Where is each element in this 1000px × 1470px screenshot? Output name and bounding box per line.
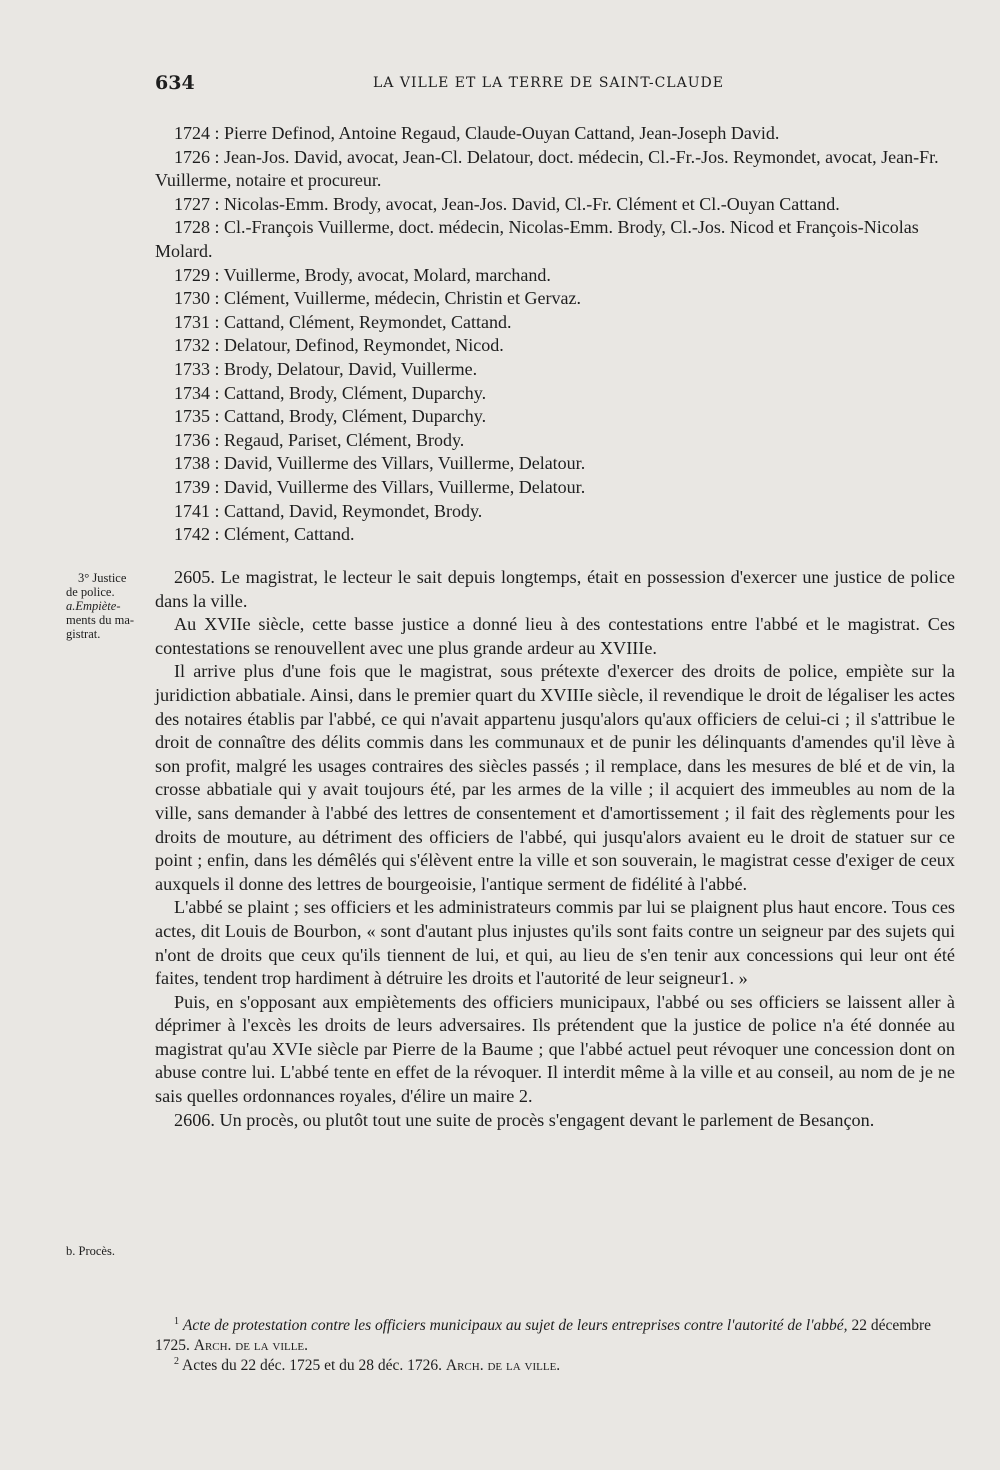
paragraph: Au XVIIe siècle, cette basse justice a donné lieu à des contestations entre l'abbé et le magistrat. Ces contestations se renouvellent avec une plus grande ardeur au XVIIIe. — [155, 614, 955, 658]
list-entry: 1736 : Regaud, Pariset, Clément, Brody. — [174, 429, 465, 450]
margin-note-line: a.Empiète- — [66, 599, 121, 613]
list-entry: 1732 : Delatour, Definod, Reymondet, Nicod. — [174, 335, 504, 356]
list-entry: 1729 : Vuillerme, Brody, avocat, Molard, marchand. — [174, 264, 551, 285]
list-entry: 1742 : Clément, Cattand. — [174, 524, 355, 545]
margin-note-justice — [66, 571, 152, 641]
footnote-title: Acte de protestation contre les officiers municipaux au sujet de leurs entreprises contre l'autorité de l'abbé, — [182, 1317, 848, 1334]
page-header — [155, 72, 955, 96]
paragraph: Puis, en s'opposant aux empiètements des officiers municipaux, l'abbé ou ses officiers se laissent aller à déprimer à l'excès les droits de leurs adversaires. Ils prétendent que la justice de police n'a été donnée au magistrat qu'au XVIe siècle par Pierre de la Baume ; que l'abbé actuel peut révoquer une concession dont on abuse contre lui. L'abbé tente en effet de la révoquer. Il interdit même à la ville et au conseil, au nom de je ne sais quelles ordonnances royales, d'élire un maire 2. — [155, 991, 955, 1107]
list-entry: 1724 : Pierre Definod, Antoine Regaud, Claude-Ouyan Cattand, Jean-Joseph David. — [174, 123, 780, 143]
margin-note-proces: b. Procès. — [66, 1244, 115, 1258]
footnote-marker: 2 — [174, 1356, 179, 1367]
footnote-source: Arch. de la ville. — [193, 1337, 309, 1354]
list-entry: 1727 : Nicolas-Emm. Brody, avocat, Jean-Jos. David, Cl.-Fr. Clément et Cl.-Ouyan Cattand. — [174, 193, 840, 214]
footnote-1 — [155, 1316, 955, 1356]
paragraph: L'abbé se plaint ; ses officiers et les administrateurs commis par lui se plaignent plus haut encore. Tous ces actes, dit Louis de Bourbon, « sont d'autant plus injustes qu'ils sont faits contre un seigneur par des sujets qui n'ont de droits que ceux qu'ils tiennent de lui, et qui, au lieu de s'en tenir aux concessions qui leur ont été faites, tendent trop hardiment à détruire les droits et l'autorité de leur seigneur1. » — [155, 897, 955, 989]
list-entry: 1726 : Jean-Jos. David, avocat, Jean-Cl. Delatour, doct. médecin, Cl.-Fr.-Jos. Reymondet, avocat, Jean-Fr. Vuillerme, notaire et procureur. — [155, 146, 939, 191]
list-entry: 1735 : Cattand, Brody, Clément, Duparchy. — [174, 406, 487, 427]
list-entry: 1728 : Cl.-François Vuillerme, doct. médecin, Nicolas-Emm. Brody, Cl.-Jos. Nicod et François-Nicolas Molard. — [155, 217, 919, 261]
paragraph: 2605. Le magistrat, le lecteur le sait depuis longtemps, était en possession d'exercer une justice de police dans la ville. — [155, 567, 955, 611]
list-entry: 1730 : Clément, Vuillerme, médecin, Christin et Gervaz. — [174, 288, 581, 309]
body-text — [155, 566, 955, 1132]
list-entry: 1739 : David, Vuillerme des Villars, Vuillerme, Delatour. — [174, 476, 586, 497]
page-number: 634 — [155, 72, 195, 94]
footnote-date: 22 décembre 1725. — [155, 1317, 932, 1354]
footnote-source: Arch. de la ville. — [445, 1357, 561, 1374]
list-entry: 1733 : Brody, Delatour, David, Vuillerme. — [174, 358, 478, 379]
list-entry: 1731 : Cattand, Clément, Reymondet, Cattand. — [174, 311, 512, 332]
margin-note-line: 3° Justice — [78, 571, 127, 585]
list-entry: 1741 : Cattand, David, Reymondet, Brody. — [174, 500, 483, 521]
list-entry: 1738 : David, Vuillerme des Villars, Vuillerme, Delatour. — [174, 453, 586, 474]
footnotes — [155, 1316, 955, 1376]
paragraph: 2606. Un procès, ou plutôt tout une suite de procès s'engagent devant le parlement de Besançon. — [174, 1109, 875, 1130]
footnote-marker: 1 — [174, 1316, 179, 1327]
magistrate-list — [155, 122, 955, 547]
running-title: LA VILLE ET LA TERRE DE SAINT-CLAUDE — [373, 75, 724, 91]
paragraph: Il arrive plus d'une fois que le magistrat, sous prétexte d'exercer des droits de police, empiète sur la juridiction abbatiale. Ainsi, dans le premier quart du XVIIIe siècle, il revendique le droit de légaliser les actes des notaires établis par l'abbé, ce qui n'avait appartenu jusqu'alors qu'aux officiers de celui-ci ; il s'attribue le droit de connaître des délits commis dans les communaux et de punir les délinquants d'amendes qu'il lève à son profit, malgré les usages contraires des siècles passés ; il remplace, dans les mesures de blé et de vin, la crosse abbatiale qui y avait toujours été, par les armes de la ville ; il acquiert des immeubles au nom de la ville, sans demander à l'abbé des lettres de consentement et d'amortissement ; il fait des règlements pour les droits de mouture, au détriment des officiers de l'abbé, qui jusqu'alors avaient eu le droit de statuer sur ce point ; enfin, dans les démêlés qui s'élèvent entre la ville et son souverain, le magistrat cesse d'exiger de ceux auxquels il donne des lettres de bourgeoisie, l'antique serment de fidélité à l'abbé. — [155, 661, 955, 894]
margin-note-line: gistrat. — [66, 627, 101, 641]
margin-note-line: de police. — [66, 585, 115, 599]
footnote-text: Actes du 22 déc. 1725 et du 28 déc. 1726. — [182, 1357, 443, 1374]
list-entry: 1734 : Cattand, Brody, Clément, Duparchy. — [174, 382, 487, 403]
footnote-2 — [155, 1356, 955, 1376]
margin-note-line: ments du ma- — [66, 613, 135, 627]
